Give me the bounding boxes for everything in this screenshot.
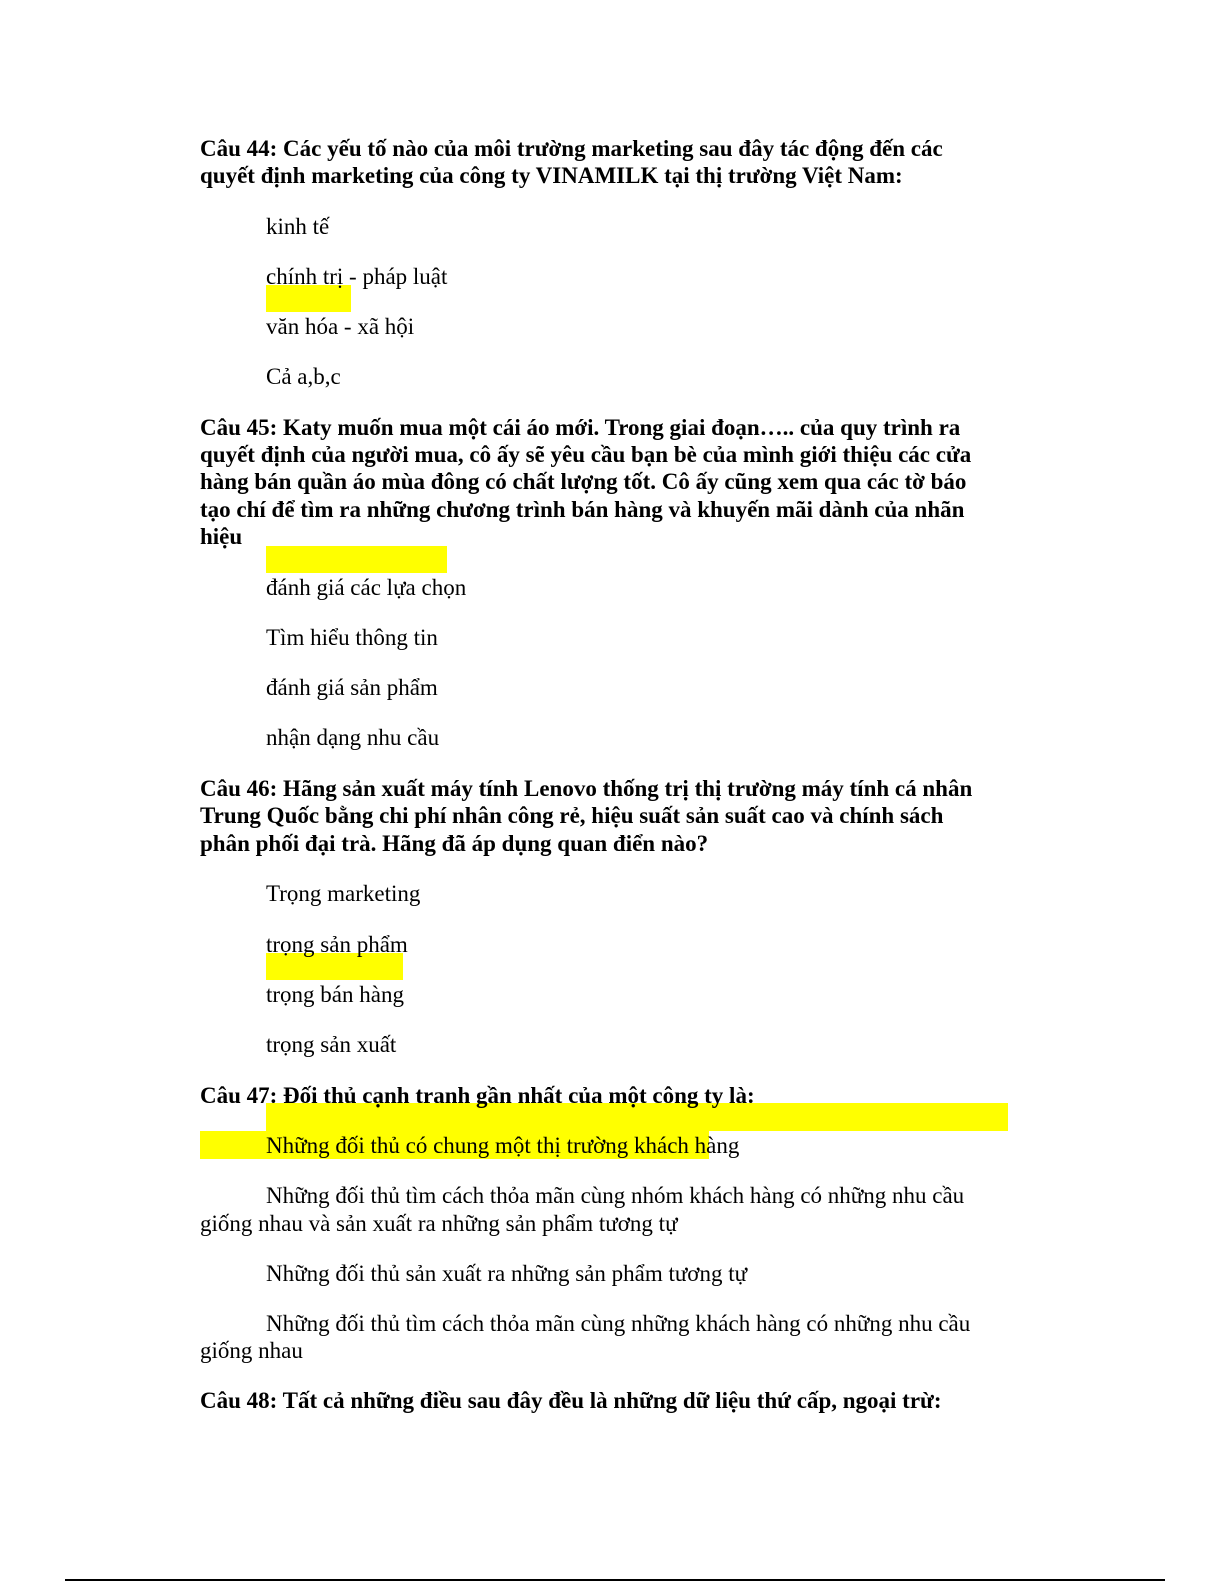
- question-47-option-2-line-2: giống nhau và sản xuất ra những sản phẩm tương tự: [200, 1211, 678, 1236]
- question-46-option-3: trọng bán hàng: [266, 982, 404, 1007]
- question-44-option-3: văn hóa - xã hội: [266, 314, 415, 339]
- question-45-option-3: đánh giá sản phẩm: [266, 675, 438, 700]
- question-46-option-2: trọng sản phẩm: [266, 932, 408, 957]
- question-44-title-line-1: Câu 44: Các yếu tố nào của môi trường marketing sau đây tác động đến các: [200, 136, 943, 161]
- question-44-option-1: kinh tế: [266, 214, 330, 239]
- question-45-option-1: đánh giá các lựa chọn: [266, 575, 467, 600]
- question-45-option-2: Tìm hiểu thông tin: [266, 625, 438, 650]
- question-45-title-line-1: Câu 45: Katy muốn mua một cái áo mới. Trong giai đoạn….. của quy trình ra: [200, 415, 961, 440]
- question-46-title-line-1: Câu 46: Hãng sản xuất máy tính Lenovo thống trị thị trường máy tính cá nhân: [200, 776, 973, 801]
- question-45-option-4: nhận dạng nhu cầu: [266, 725, 440, 750]
- question-47-option-4-line-1: Những đối thủ tìm cách thỏa mãn cùng những khách hàng có những nhu cầu: [266, 1311, 971, 1336]
- question-44-option-2: chính trị - pháp luật: [266, 264, 448, 289]
- question-47-title-line-1: Câu 47: Đối thủ cạnh tranh gần nhất của một công ty là:: [200, 1083, 755, 1108]
- question-44-option-4: Cả a,b,c: [266, 364, 341, 389]
- question-46-option-1: Trọng marketing: [266, 881, 421, 906]
- question-47-option-3: Những đối thủ sản xuất ra những sản phẩm tương tự: [266, 1261, 748, 1286]
- question-46-option-4: trọng sản xuất: [266, 1032, 397, 1057]
- question-46-title-line-2: Trung Quốc bằng chi phí nhân công rẻ, hiệu suất sản suất cao và chính sách: [200, 803, 944, 828]
- question-45-title-line-5: hiệu: [200, 524, 243, 549]
- question-46-title-line-3: phân phối đại trà. Hãng đã áp dụng quan điển nào?: [200, 831, 709, 856]
- question-44-title-line-2: quyết định marketing của công ty VINAMILK tại thị trường Việt Nam:: [200, 163, 903, 188]
- question-47-option-1: Những đối thủ có chung một thị trường khách hàng: [266, 1133, 740, 1158]
- question-45-title-line-3: hàng bán quần áo mùa đông có chất lượng tốt. Cô ấy cũng xem qua các tờ báo: [200, 469, 967, 494]
- highlight-mark-q45: [266, 546, 447, 573]
- question-47-option-2-line-1: Những đối thủ tìm cách thỏa mãn cùng nhóm khách hàng có những nhu cầu: [266, 1183, 965, 1208]
- question-45-title-line-2: quyết định của người mua, cô ấy sẽ yêu cầu bạn bè của mình giới thiệu các cửa: [200, 442, 972, 467]
- question-45-title-line-4: tạo chí để tìm ra những chương trình bán hàng và khuyến mãi dành của nhãn: [200, 497, 965, 522]
- question-48-title-line-1: Câu 48: Tất cả những điều sau đây đều là những dữ liệu thứ cấp, ngoại trừ:: [200, 1388, 942, 1413]
- page-bottom-rule: [65, 1579, 1165, 1581]
- question-47-option-4-line-2: giống nhau: [200, 1338, 303, 1363]
